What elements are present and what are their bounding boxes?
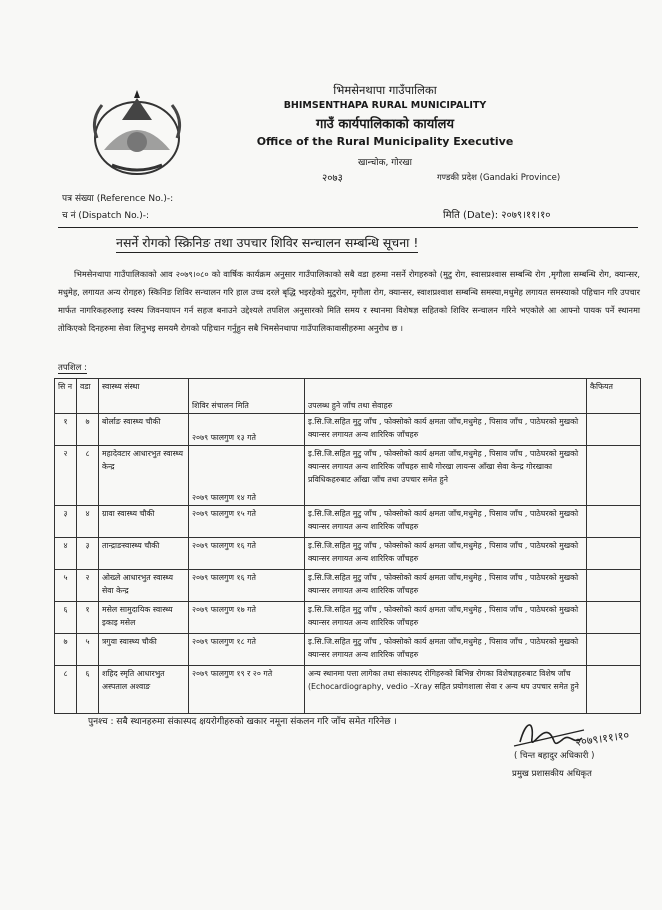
cell-facility: ओख्ले आधारभुत स्वास्थ्य सेवा केन्द्र [99,570,189,602]
nepal-emblem-icon [82,80,192,180]
cell-date: २०७९ फालगुण १८ गते [189,634,305,666]
cell-services: इ.सि.जि.सहित मुटु जाँच , फोक्सोको कार्य क्षमता जाँच,मधुमेह , पिसाव जाँच , पाठेघरको मुखको क्यान्सर लगायत अन्य शारिरिक जाँचहरु [305,538,587,570]
cell-date: २०७९ फालगुण १६ गते [189,538,305,570]
table-row [55,602,641,634]
cell-remarks [587,506,641,538]
office-name-en: BHIMSENTHAPA RURAL MUNICIPALITY [283,100,487,111]
header-divider [58,227,638,228]
cell-facility: महादेवटार आधारभुत स्वास्थ्य केन्द्र [99,446,189,506]
cell-remarks [587,446,641,506]
cell-ward: १ [77,602,99,634]
cell-services: इ.सि.जि.सहित मुटु जाँच , फोक्सोको कार्य क्षमता जाँच,मधुमेह , पिसाव जाँच , पाठेघरको मुखको क्यान्सर लगायत अन्य शारिरिक जाँचहरु [305,570,587,602]
executive-office-np: गाउँ कार्यपालिकाको कार्यालय [316,117,454,132]
col-header-sn: सि न [55,379,77,414]
cell-services: इ.सि.जि.सहित मुटु जाँच , फोक्सोको कार्य क्षमता जाँच,मधुमेह , पिसाव जाँच , पाठेघरको मुखको क्यान्सर लगायत अन्य शारिरिक जाँचहरु [305,634,587,666]
col-header-remarks: कैफियत [587,379,641,414]
col-header-facility: स्वास्थ्य संस्था [99,379,189,414]
cell-services: इ.सि.जि.सहित मुटु जाँच , फोक्सोको कार्य क्षमता जाँच,मधुमेह , पिसाव जाँच , पाठेघरको मुखको क्यान्सर लगायत अन्य शारिरिक जाँचहरु साथै गोरखा लायन्स आँखा सेवा केन्द्र गोरखाका प्रविधिकहरुबाट आँखा जाँच तथा उपचार समेत हुने [305,446,587,506]
cell-ward: ५ [77,634,99,666]
cell-sn: ५ [55,570,77,602]
table-row [55,446,641,506]
cell-services: अन्य स्थानमा पत्ता लागेका तथा संकास्पद रोगिहरुको बिभिन्न रोगका विशेषज्ञहरुबाट विशेष जाँच (Echocardiography, vedio –Xray सहित प्रयोगशाला सेवा र अन्य थप उपचार समेत हुने [305,666,587,714]
cell-ward: ६ [77,666,99,714]
cell-services: इ.सि.जि.सहित मुटु जाँच , फोक्सोको कार्य क्षमता जाँच,मधुमेह , पिसाव जाँच , पाठेघरको मुखको क्यान्सर लगायत अन्य शारिरिक जाँचहरु [305,506,587,538]
cell-date: २०७९ फालगुण १४ गते [189,446,305,506]
cell-remarks [587,570,641,602]
schedule-label: तपशिल : [58,363,87,373]
reference-number: पत्र संख्या (Reference No.)-: [62,194,174,204]
cell-facility: शहिद स्मृति आधारभुत अस्पताल अश्वाङ [99,666,189,714]
table-row [55,666,641,714]
cell-facility: तान्द्राङस्वास्थ्य चौकी [99,538,189,570]
cell-date: २०७९ फालगुण १५ गते [189,506,305,538]
signatory-title: प्रमुख प्रशासकीय अधिकृत [512,769,592,779]
cell-ward: २ [77,570,99,602]
cell-sn: ८ [55,666,77,714]
establishment-year: २०७३ [322,173,343,184]
cell-remarks [587,414,641,446]
table-row [55,538,641,570]
cell-date: २०७९ फालगुण १९ र २० गते [189,666,305,714]
cell-sn: ६ [55,602,77,634]
cell-remarks [587,602,641,634]
cell-facility: बोर्लाङ स्वास्थ्य चौकी [99,414,189,446]
dispatch-number: च नं (Dispatch No.)-: [62,211,150,221]
cell-sn: २ [55,446,77,506]
cell-sn: ४ [55,538,77,570]
cell-ward: ७ [77,414,99,446]
cell-sn: ३ [55,506,77,538]
cell-remarks [587,634,641,666]
cell-services: इ.सि.जि.सहित मुटु जाँच , फोक्सोको कार्य क्षमता जाँच,मधुमेह , पिसाव जाँच , पाठेघरको मुखको क्यान्सर लगायत अन्य शारिरिक जाँचहरु [305,602,587,634]
executive-office-en: Office of the Rural Municipality Executive [256,135,514,148]
cell-facility: ग्रावा स्वास्थ्य चौकी [99,506,189,538]
cell-sn: ७ [55,634,77,666]
province-label: गण्डकी प्रदेश (Gandaki Province) [437,173,561,183]
cell-remarks [587,666,641,714]
signatory-name: ( चिन्त बहादुर अधिकारी ) [514,751,595,761]
cell-ward: ४ [77,506,99,538]
cell-ward: ३ [77,538,99,570]
signature-date: २०७९।११।१० [574,728,631,749]
cell-remarks [587,538,641,570]
office-address: खान्चोक, गोरखा [357,158,412,168]
postscript-note: पुनश्च : सबै स्थानहरुमा संकास्पद क्षयरोगीहरुको खकार नमूना संकलन गरि जाँच समेत गरिनेछ । [88,717,397,727]
office-name-np: भिमसेनथापा गाउँपालिका [333,83,437,97]
letter-date: मिति (Date): २०७९।११।१० [443,210,551,221]
col-header-date: शिविर संचालन मिति [189,379,305,414]
notice-title: नसर्ने रोगको स्क्रिनिङ तथा उपचार शिविर सन्चालन सम्बन्धि सूचना ! [116,234,418,253]
col-header-services: उपलब्ध हुने जाँच तथा सेवाहरु [305,379,587,414]
cell-facility: मसेल सामुदायिक स्वास्थ्य इकाइ मसेल [99,602,189,634]
table-header-row [55,379,641,414]
cell-date: २०७९ फालगुण १७ गते [189,602,305,634]
table-row [55,506,641,538]
cell-date: २०७९ फालगुण १६ गते [189,570,305,602]
col-header-ward: वडा [77,379,99,414]
table-row [55,570,641,602]
table-row [55,634,641,666]
intro-paragraph: भिमसेनथापा गाउँपालिकाको आव २०७९।०८० को वार्षिक कार्यक्रम अनुसार गाउँपालिकाको सबै वडा हरुमा नसर्ने रोगहरुको (मुटु रोग, स्वासप्रश्वास सम्बन्धि रोग ,मृगौला सम्बन्धि रोग, क्यान्सर, मधुमेह, लगायत अन्य रोगहरु) स्किनिङ शिविर सन्चालन गरि हाल उच्च दरले बृद्धि भइरहेको मुटुरोग, मृगौला रोग, क्यान्सर, स्वाशप्रश्वाश सम्बन्धि समस्या,मधुमेह लगायत समस्याको पहिचान गरि उपचार मार्फत नागरिकहरुलाइ स्वस्थ जिवनयापन गर्न सहज बनाउने उद्देश्यले तपशिल अनुसारको मिति समय र स्थानमा विशेषज्ञ सहितको शिविर सन्चालन गरिने भएकोले आ आफ्नो पायक पर्ने स्थानमा तोकिएको दिनहरुमा सेवा लिनुभइ समयमै रोगको पहिचान गर्नुहुन सबै भिमसेनथापा गाउँपालिकावासीहरुमा अनुरोध छ । [58,269,640,333]
cell-date: २०७९ फालगुण १३ गते [189,414,305,446]
cell-services: इ.सि.जि.सहित मुटु जाँच , फोक्सोको कार्य क्षमता जाँच,मधुमेह , पिसाव जाँच , पाठेघरको मुखको क्यान्सर लगायत अन्य शारिरिक जाँचहरु [305,414,587,446]
cell-ward: ८ [77,446,99,506]
cell-sn: १ [55,414,77,446]
schedule-table [54,378,641,714]
cell-facility: त्रगुवा स्वास्थ्य चौकी [99,634,189,666]
table-row [55,414,641,446]
